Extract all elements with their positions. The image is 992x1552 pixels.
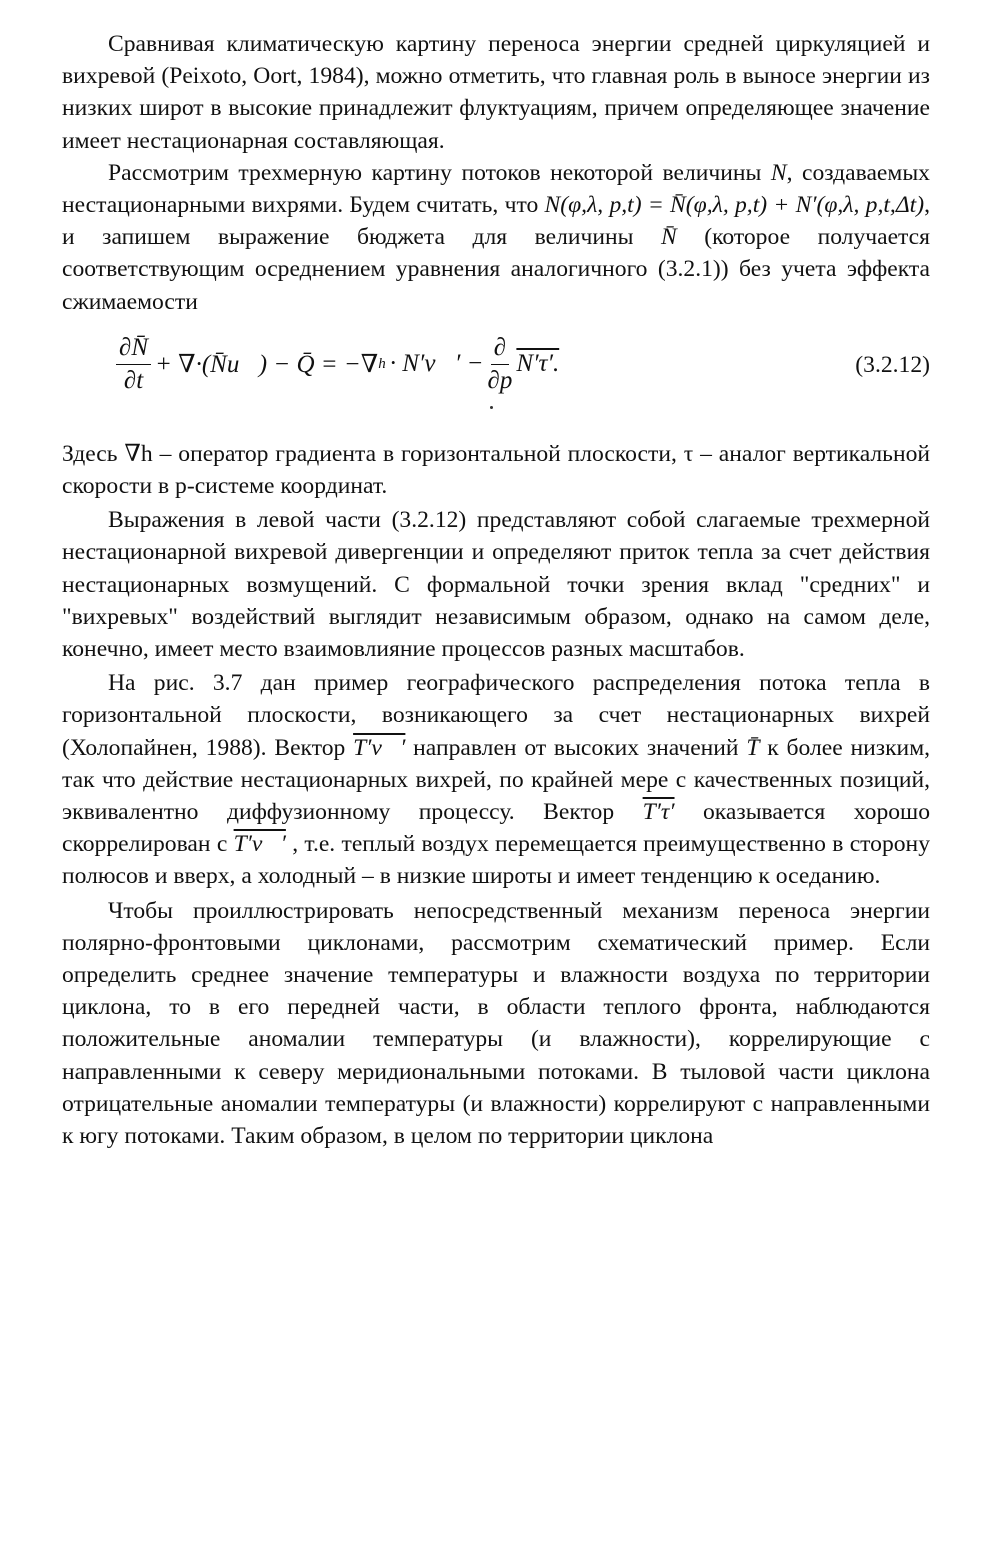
time-derivative	[116, 334, 151, 395]
scan-speck	[490, 406, 493, 409]
equation-term-2: + ∇·(N̄u⃗) − Q̄ = −∇	[155, 351, 379, 379]
paragraph-2	[62, 157, 930, 318]
paragraph-5-text-c: к более низким, так что действие нестационарных вихрей, по крайней мере с качественных позиций, эквивалентно диффузионному процессу. Вектор	[62, 734, 931, 826]
paragraph-5-text-e: , т.е. теплый воздух перемещается преимущественно в сторону полюсов и вверх, а холодный – в низкие широты и имеет тенденцию к оседанию.	[62, 831, 930, 890]
vector-t-tau: T′τ′	[642, 799, 675, 826]
equation-body	[112, 334, 559, 395]
decomposition-equation: N(φ,λ, p,t) = N̄(φ,λ, p,t) + N′(φ,λ, p,t,Δt)	[544, 192, 925, 219]
paragraph-2-text-a: Рассмотрим трехмерную картину потоков некоторой величины	[108, 159, 771, 186]
pressure-derivative	[488, 334, 513, 395]
equation-number: (3.2.12)	[855, 351, 930, 378]
paragraph-5-text-b: направлен от высоких значений	[405, 734, 747, 761]
paragraph-3: Здесь ∇h – оператор градиента в горизонтальной плоскости, τ – аналог вертикальной скорости в p-системе координат.	[62, 440, 930, 500]
vector-t-v: T′v⃗′	[353, 734, 406, 761]
paragraph-5	[62, 667, 930, 892]
pressure-derivative-numerator: ∂	[491, 334, 509, 365]
paragraph-2-text-b: , создаваемых нестационарными вихрями. Будем считать, что	[62, 159, 930, 219]
equation-term-3: · N′v⃗′ −	[389, 350, 484, 378]
paragraph-2-text-c: , и запишем выражение бюджета для величины	[62, 192, 930, 251]
time-derivative-numerator: ∂N̄	[116, 334, 151, 365]
vector-t-v-2: T′v⃗′	[233, 831, 286, 858]
budget-equation	[62, 324, 930, 428]
equation-term-4: N′τ′.	[516, 350, 560, 378]
pressure-derivative-denominator: ∂p	[487, 366, 513, 394]
paragraph-5-text-a: На рис. 3.7 дан пример географического распределения потока тепла в горизонтальной плоскости, возникающего за счет нестационарных вихрей (Холопайнен, 1988). Вектор	[62, 670, 930, 761]
paragraph-1: Сравнивая климатическую картину переноса энергии средней циркуляцией и вихревой (Peixoto, Oort, 1984), можно отметить, что главная роль в выносе энергии из низких широт в высокие принадлежит флуктуациям, причем определяющее значение имеет нестационарная составляющая.	[62, 31, 930, 154]
paragraph-5-text-d: оказывается хорошо скоррелирован с	[62, 799, 930, 858]
paragraph-2-text-d: (которое получается соответствующим осреднением уравнения аналогичного (3.2.1)) без учета эффекта сжимаемости	[62, 224, 930, 315]
paragraph-6: Чтобы проиллюстрировать непосредственный механизм переноса энергии полярно-фронтовыми циклонами, рассмотрим схематический пример. Если определить среднее значение температуры и влажности воздуха по территории циклона, то в его передней части, в области теплого фронта, наблюдаются положительные аномалии температуры (и влажности), коррелирующие с направленными к северу меридиональными потоками. В тыловой части циклона отрицательные аномалии температуры (и влажности) коррелируют с направленными к югу потоками. Таким образом, в целом по территории циклона	[62, 897, 930, 1150]
time-derivative-denominator: ∂t	[123, 366, 144, 394]
subscript-h: h	[378, 355, 386, 372]
variable-n-bar: N̄	[661, 224, 677, 251]
variable-t-bar: T̄	[746, 734, 760, 761]
paragraph-4: Выражения в левой части (3.2.12) представляют собой слагаемые трехмерной нестационарной вихревой дивергенции и определяют приток тепла за счет действия нестационарных возмущений. С формальной точки зрения вклад "средних" и "вихревых" воздействий выглядит независимым образом, однако на самом деле, конечно, имеет место взаимовлияние процессов разных масштабов.	[62, 507, 930, 663]
variable-n: N	[770, 159, 787, 186]
